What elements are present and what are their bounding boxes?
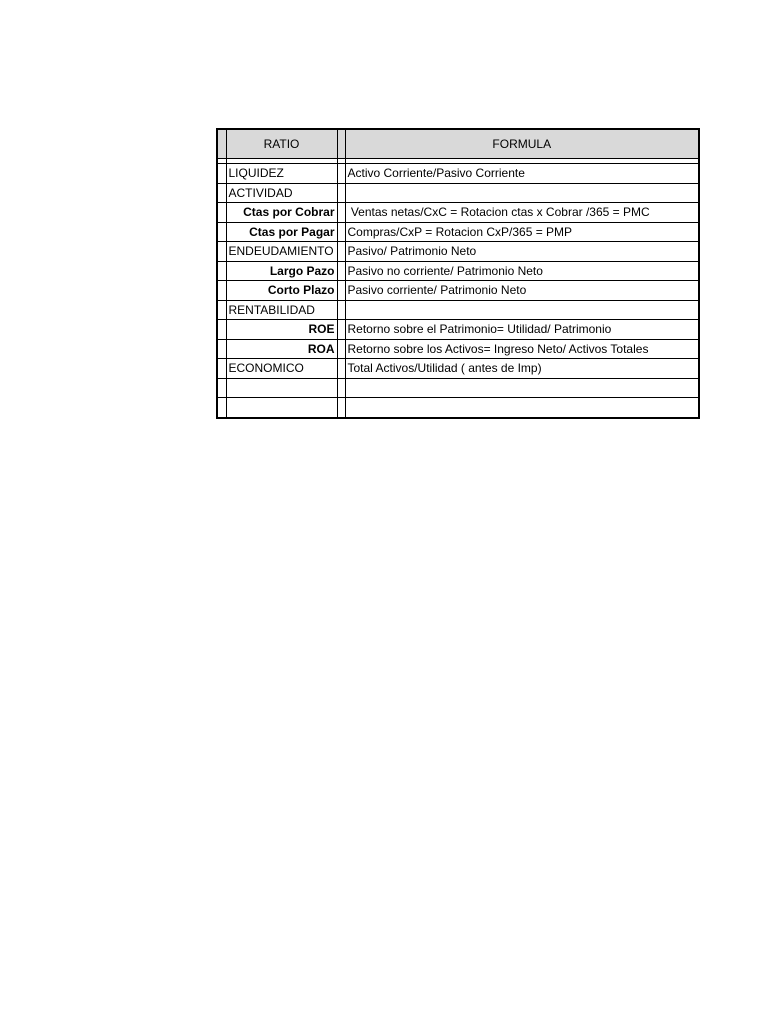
row-separator-cell <box>337 281 345 301</box>
row-gutter-cell <box>217 320 226 340</box>
table-row <box>217 261 699 281</box>
row-separator-cell <box>337 320 345 340</box>
table-row <box>217 320 699 340</box>
header-separator-cell <box>337 129 345 159</box>
table-row <box>217 203 699 223</box>
formula-cell <box>345 183 699 203</box>
formula-cell <box>345 398 699 418</box>
table-row <box>217 300 699 320</box>
table-header-row <box>217 129 699 159</box>
ratio-formula-table <box>216 128 700 419</box>
ratio-cell: ENDEUDAMIENTO <box>226 242 337 262</box>
table-row <box>217 359 699 379</box>
table-row <box>217 183 699 203</box>
row-gutter-cell <box>217 359 226 379</box>
ratio-cell: ROA <box>226 339 337 359</box>
formula-cell: Ventas netas/CxC = Rotacion ctas x Cobrar /365 = PMC <box>345 203 699 223</box>
header-gutter-cell <box>217 129 226 159</box>
row-gutter-cell <box>217 203 226 223</box>
formula-cell: Retorno sobre los Activos= Ingreso Neto/ Activos Totales <box>345 339 699 359</box>
table-row <box>217 242 699 262</box>
ratio-cell <box>226 398 337 418</box>
ratio-cell: ROE <box>226 320 337 340</box>
table-row <box>217 398 699 418</box>
row-gutter-cell <box>217 281 226 301</box>
ratio-cell: Ctas por Pagar <box>226 222 337 242</box>
row-gutter-cell <box>217 398 226 418</box>
formula-cell <box>345 300 699 320</box>
row-gutter-cell <box>217 300 226 320</box>
ratio-cell: RENTABILIDAD <box>226 300 337 320</box>
row-separator-cell <box>337 222 345 242</box>
formula-cell: Pasivo no corriente/ Patrimonio Neto <box>345 261 699 281</box>
table-row <box>217 164 699 184</box>
row-separator-cell <box>337 398 345 418</box>
row-gutter-cell <box>217 183 226 203</box>
formula-cell <box>345 378 699 398</box>
formula-cell: Pasivo/ Patrimonio Neto <box>345 242 699 262</box>
row-separator-cell <box>337 164 345 184</box>
row-separator-cell <box>337 378 345 398</box>
row-gutter-cell <box>217 339 226 359</box>
header-formula: FORMULA <box>345 129 699 159</box>
row-separator-cell <box>337 339 345 359</box>
ratio-cell: Corto Plazo <box>226 281 337 301</box>
row-gutter-cell <box>217 378 226 398</box>
row-separator-cell <box>337 261 345 281</box>
ratio-cell: Largo Pazo <box>226 261 337 281</box>
ratio-cell: LIQUIDEZ <box>226 164 337 184</box>
row-separator-cell <box>337 300 345 320</box>
header-ratio: RATIO <box>226 129 337 159</box>
ratio-table-container <box>216 128 700 419</box>
formula-cell: Pasivo corriente/ Patrimonio Neto <box>345 281 699 301</box>
formula-cell: Retorno sobre el Patrimonio= Utilidad/ Patrimonio <box>345 320 699 340</box>
row-separator-cell <box>337 203 345 223</box>
table-row <box>217 222 699 242</box>
row-separator-cell <box>337 242 345 262</box>
formula-cell: Activo Corriente/Pasivo Corriente <box>345 164 699 184</box>
row-gutter-cell <box>217 164 226 184</box>
table-row <box>217 339 699 359</box>
row-separator-cell <box>337 359 345 379</box>
formula-cell: Total Activos/Utilidad ( antes de Imp) <box>345 359 699 379</box>
row-gutter-cell <box>217 242 226 262</box>
ratio-cell: ACTIVIDAD <box>226 183 337 203</box>
table-row <box>217 281 699 301</box>
row-gutter-cell <box>217 222 226 242</box>
ratio-cell: Ctas por Cobrar <box>226 203 337 223</box>
row-separator-cell <box>337 183 345 203</box>
formula-cell: Compras/CxP = Rotacion CxP/365 = PMP <box>345 222 699 242</box>
table-row <box>217 378 699 398</box>
ratio-cell <box>226 378 337 398</box>
ratio-cell: ECONOMICO <box>226 359 337 379</box>
row-gutter-cell <box>217 261 226 281</box>
